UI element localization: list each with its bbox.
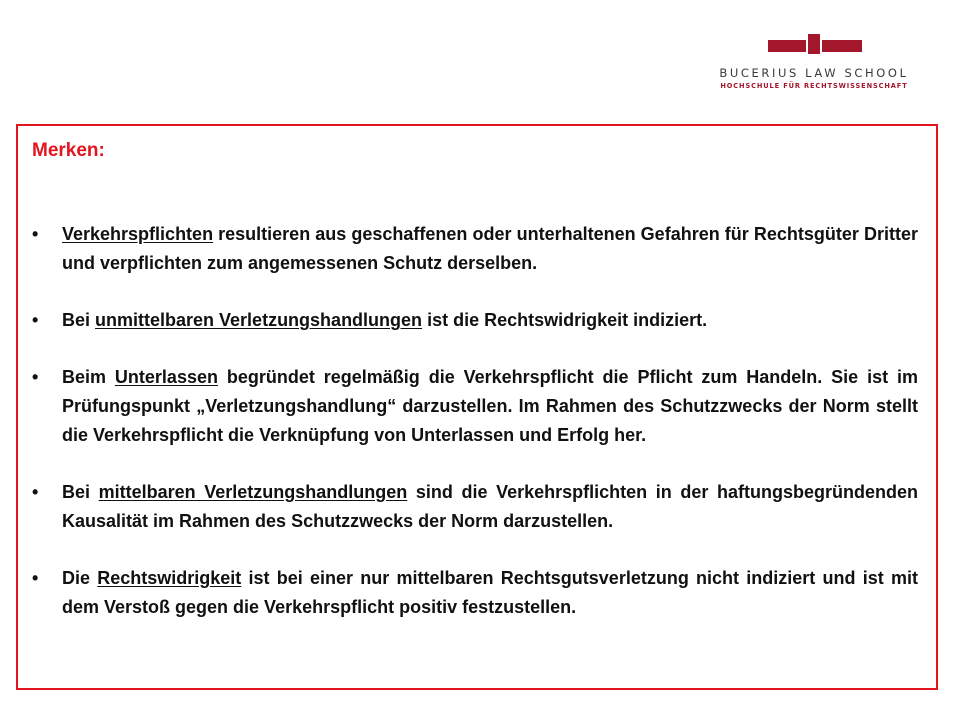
logo-name: BUCERIUS LAW SCHOOL [719, 66, 909, 80]
bullet-pre: Die [62, 568, 98, 588]
bullet-item [32, 220, 918, 278]
bullet-dot-icon: • [32, 310, 39, 330]
bullet-item [32, 363, 918, 450]
bucerius-logo [700, 34, 928, 94]
bullet-text: ist bei einer nur mittelbaren Rechtsgutsverletzung nicht indiziert und ist mit dem Verstoß gegen die Verkehrspflicht positiv festzustellen. [62, 568, 918, 617]
bullet-dot-icon: • [32, 482, 39, 502]
bullet-item [32, 478, 918, 536]
bullet-term: mittelbaren Verletzungshandlungen [98, 482, 408, 502]
bullet-pre: Beim [62, 367, 115, 387]
bullet-text: sind die Verkehrspflichten in der haftungsbegründenden Kausalität im Rahmen des Schutzzwecks der Norm darzustellen. [62, 482, 918, 531]
bullet-text: resultieren aus geschaffenen oder unterhaltenen Gefahren für Rechtsgüter Dritter und verpflichten zum angemessenen Schutz derselben. [62, 224, 918, 273]
bullet-item [32, 564, 918, 622]
note-box [16, 124, 938, 690]
bullet-term: Verkehrspflichten [62, 224, 214, 244]
note-heading: Merken: [32, 140, 105, 161]
bullet-term: Rechtswidrigkeit [97, 568, 242, 588]
logo-subtitle: HOCHSCHULE FÜR RECHTSWISSENSCHAFT [720, 82, 908, 90]
bullet-list [32, 220, 918, 650]
bullet-term: unmittelbaren Verletzungshandlungen [95, 310, 423, 330]
bullet-text: ist die Rechtswidrigkeit indiziert. [422, 310, 708, 330]
bullet-text: begründet regelmäßig die Verkehrspflicht die Pflicht zum Handeln. Sie ist im Prüfungspunkt „Verletzungshandlung“ darzustellen. Im Rahmen des Schutzzwecks der Norm stellt die Verkehrspflicht die Verknüpfung von Unterlassen und Erfolg her. [62, 367, 918, 445]
bullet-dot-icon: • [32, 568, 39, 588]
bullet-term: Unterlassen [114, 367, 218, 387]
bullet-pre: Bei [62, 310, 96, 330]
bullet-dot-icon: • [32, 224, 39, 244]
bullet-pre: Bei [62, 482, 99, 502]
bucerius-logo-mark-icon [768, 34, 862, 54]
bullet-item [32, 306, 918, 335]
bullet-dot-icon: • [32, 367, 39, 387]
